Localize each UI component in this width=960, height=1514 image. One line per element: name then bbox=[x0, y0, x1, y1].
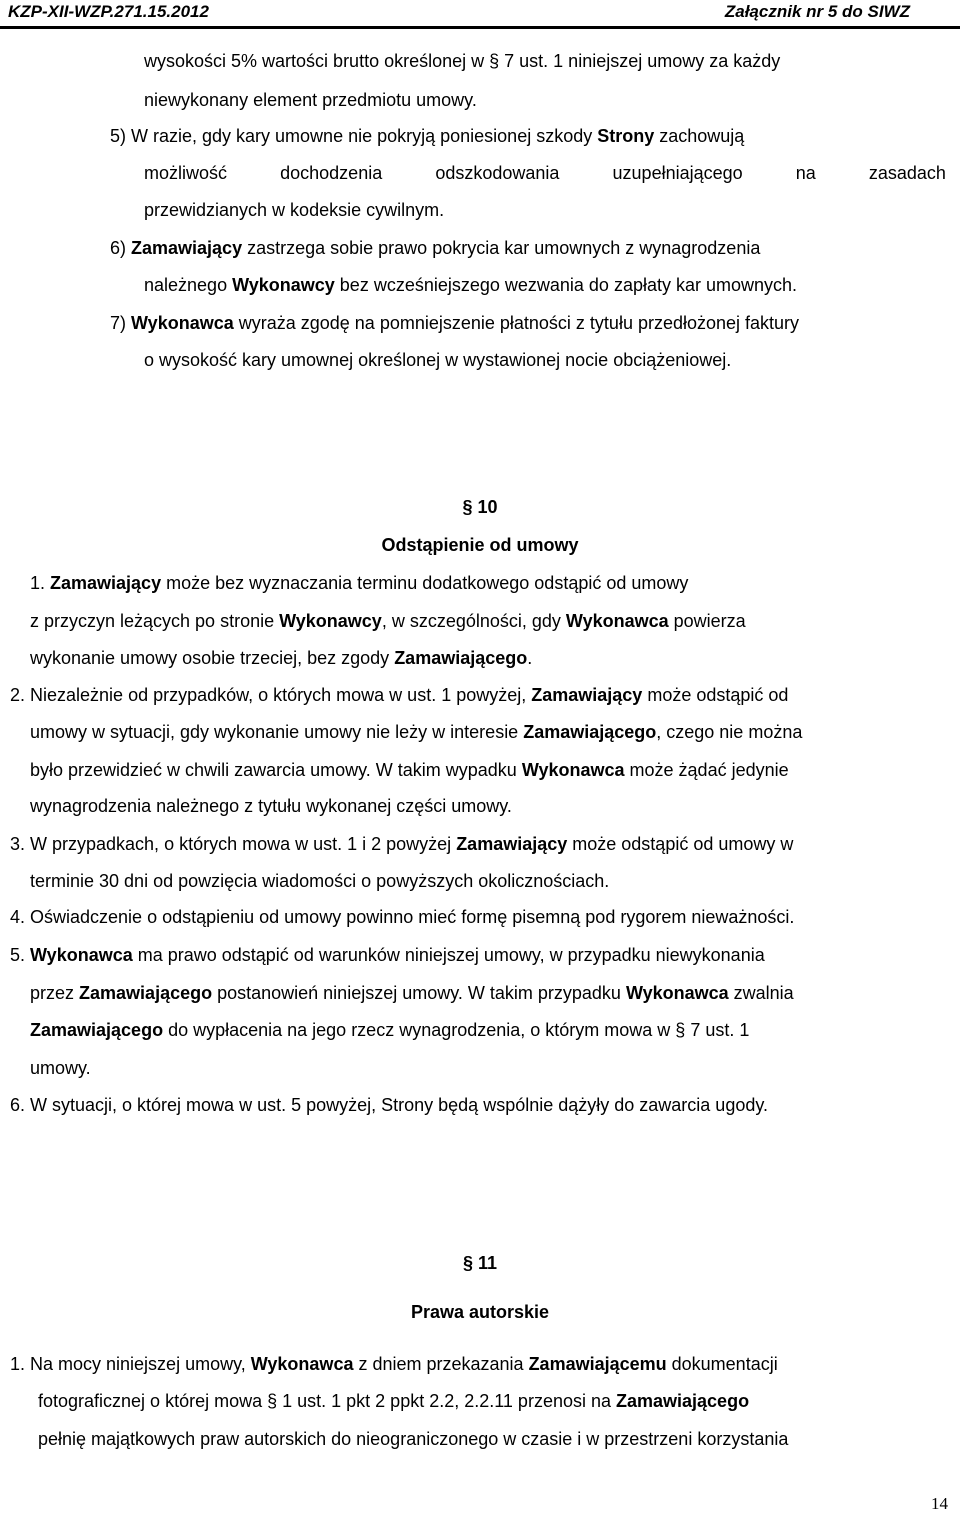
s10-p3-line1: 3. W przypadkach, o których mowa w ust. 1 i 2 powyżej Zamawiający może odstąpić od umowy w bbox=[10, 834, 794, 854]
s10-p4: 4. Oświadczenie o odstąpieniu od umowy powinno mieć formę pisemną pod rygorem nieważności. bbox=[10, 907, 795, 927]
section-title: Odstąpienie od umowy bbox=[381, 535, 579, 555]
document-reference: KZP-XII-WZP.271.15.2012 bbox=[8, 2, 209, 21]
s10-p2-line3: było przewidzieć w chwili zawarcia umowy. W takim wypadku Wykonawca może żądać jedynie bbox=[30, 760, 789, 780]
text-line: należnego Wykonawcy bez wcześniejszego wezwania do zapłaty kar umownych. bbox=[144, 275, 798, 295]
paragraph-line-6: 6) Zamawiający zastrzega sobie prawo pokrycia kar umownych z wynagrodzenia bbox=[110, 238, 761, 258]
s10-p1-line2: z przyczyn leżących po stronie Wykonawcy, w szczególności, gdy Wykonawca powierza bbox=[30, 611, 746, 631]
s10-p5-line4: umowy. bbox=[30, 1058, 91, 1078]
s10-p3-line2: terminie 30 dni od powzięcia wiadomości o powyższych okolicznościach. bbox=[30, 871, 610, 891]
s10-p1-line3: wykonanie umowy osobie trzeciej, bez zgody Zamawiającego. bbox=[30, 648, 533, 668]
text-line: wysokości 5% wartości brutto określonej w § 7 ust. 1 niniejszej umowy za każdy bbox=[144, 51, 781, 71]
page-number: 14 bbox=[931, 1494, 948, 1513]
paragraph-line-7: 7) Wykonawca wyraża zgodę na pomniejszenie płatności z tytułu przedłożonej faktury bbox=[110, 313, 800, 333]
s10-p6: 6. W sytuacji, o której mowa w ust. 5 powyżej, Strony będą wspólnie dążyły do zawarcia ugody. bbox=[10, 1095, 769, 1115]
s10-p2-line4: wynagrodzenia należnego z tytułu wykonanej części umowy. bbox=[30, 796, 512, 816]
page-header bbox=[0, 0, 960, 24]
section-title: Prawa autorskie bbox=[410, 1302, 550, 1322]
s11-p1-line1: 1. Na mocy niniejszej umowy, Wykonawca z dniem przekazania Zamawiającemu dokumentacji bbox=[10, 1354, 778, 1374]
paragraph-line-5: 5) W razie, gdy kary umowne nie pokryją poniesionej szkody Strony zachowują bbox=[110, 126, 745, 146]
s11-p1-line3: pełnię majątkowych praw autorskich do nieograniczonego w czasie i w przestrzeni korzystania bbox=[38, 1429, 789, 1449]
s11-p1-line2: fotograficznej o której mowa § 1 ust. 1 pkt 2 ppkt 2.2, 2.2.11 przenosi na Zamawiającego bbox=[38, 1391, 750, 1411]
text-line: przewidzianych w kodeksie cywilnym. bbox=[144, 200, 445, 220]
s10-p5-line1: 5. Wykonawca ma prawo odstąpić od warunków niniejszej umowy, w przypadku niewykonania bbox=[10, 945, 765, 965]
s10-p5-line2: przez Zamawiającego postanowień niniejszej umowy. W takim przypadku Wykonawca zwalnia bbox=[30, 983, 794, 1003]
header-rule bbox=[0, 26, 960, 29]
attachment-label: Załącznik nr 5 do SIWZ bbox=[724, 2, 910, 21]
s10-p5-line3: Zamawiającego do wypłacenia na jego rzecz wynagrodzenia, o którym mowa w § 7 ust. 1 bbox=[30, 1020, 750, 1040]
s10-p1-line1: 1. Zamawiający może bez wyznaczania terminu dodatkowego odstąpić od umowy bbox=[30, 573, 689, 593]
section-number: § 11 bbox=[462, 1253, 498, 1273]
s10-p2-line1: 2. Niezależnie od przypadków, o których mowa w ust. 1 powyżej, Zamawiający może odstąpić od bbox=[10, 685, 789, 705]
text-line: o wysokość kary umownej określonej w wystawionej nocie obciążeniowej. bbox=[144, 350, 732, 370]
s10-p2-line2: umowy w sytuacji, gdy wykonanie umowy nie leży w interesie Zamawiającego, czego nie można bbox=[30, 722, 803, 742]
text-line: możliwość dochodzenia odszkodowania uzupełniającego na zasadach bbox=[144, 163, 946, 183]
text-line: niewykonany element przedmiotu umowy. bbox=[144, 90, 477, 110]
section-number: § 10 bbox=[462, 497, 498, 517]
